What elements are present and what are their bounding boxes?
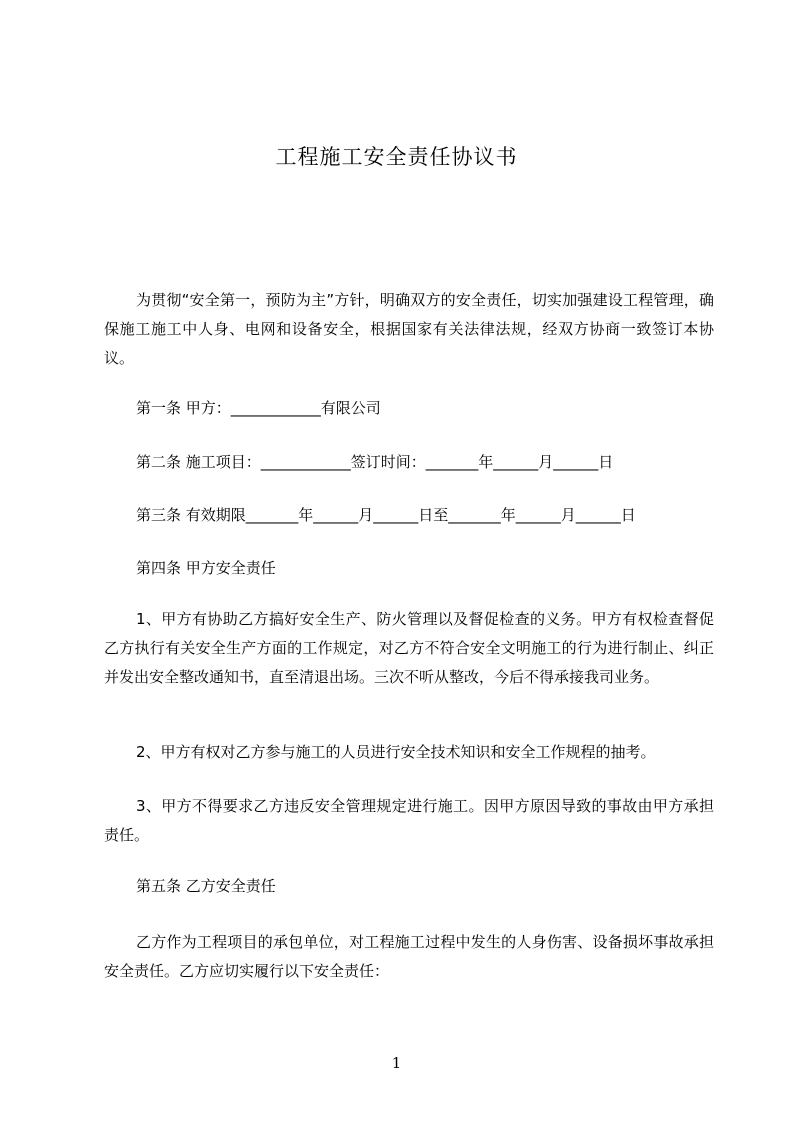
article-2-project: 第二条 施工项目：____________签订时间：_______年______月______日 bbox=[136, 453, 614, 471]
page-number: 1 bbox=[391, 1054, 402, 1072]
article-4-item-2: 2、甲方有权对乙方参与施工的人员进行安全技术知识和安全工作规程的抽考。 bbox=[136, 743, 656, 761]
intro-paragraph: 为贯彻“安全第一，预防为主”方针，明确双方的安全责任，切实加强建设工程管理，确保施工施工中人身、电网和设备安全，根据国家有关法律法规，经双方协商一致签订本协议。 bbox=[104, 291, 714, 367]
article-1-party-a: 第一条 甲方：____________有限公司 bbox=[136, 399, 381, 417]
article-5-body: 乙方作为工程项目的承包单位，对工程施工过程中发生的人身伤害、设备损坏事故承担安全责任。乙方应切实履行以下安全责任： bbox=[104, 933, 714, 980]
article-3-validity: 第三条 有效期限_______年______月______日至_______年______月______日 bbox=[136, 506, 636, 524]
article-4-item-1: 1、甲方有协助乙方搞好安全生产、防火管理以及督促检查的义务。甲方有权检查督促乙方执行有关安全生产方面的工作规定，对乙方不符合安全文明施工的行为进行制止、纠正并发出安全整改通知书，直至清退出场。三次不听从整改，今后不得承接我司业务。 bbox=[104, 610, 714, 686]
article-4-item-3: 3、甲方不得要求乙方违反安全管理规定进行施工。因甲方原因导致的事故由甲方承担责任。 bbox=[104, 797, 714, 844]
article-4-heading: 第四条 甲方安全责任 bbox=[136, 559, 276, 577]
article-5-heading: 第五条 乙方安全责任 bbox=[136, 877, 276, 895]
document-title: 工程施工安全责任协议书 bbox=[275, 145, 518, 169]
